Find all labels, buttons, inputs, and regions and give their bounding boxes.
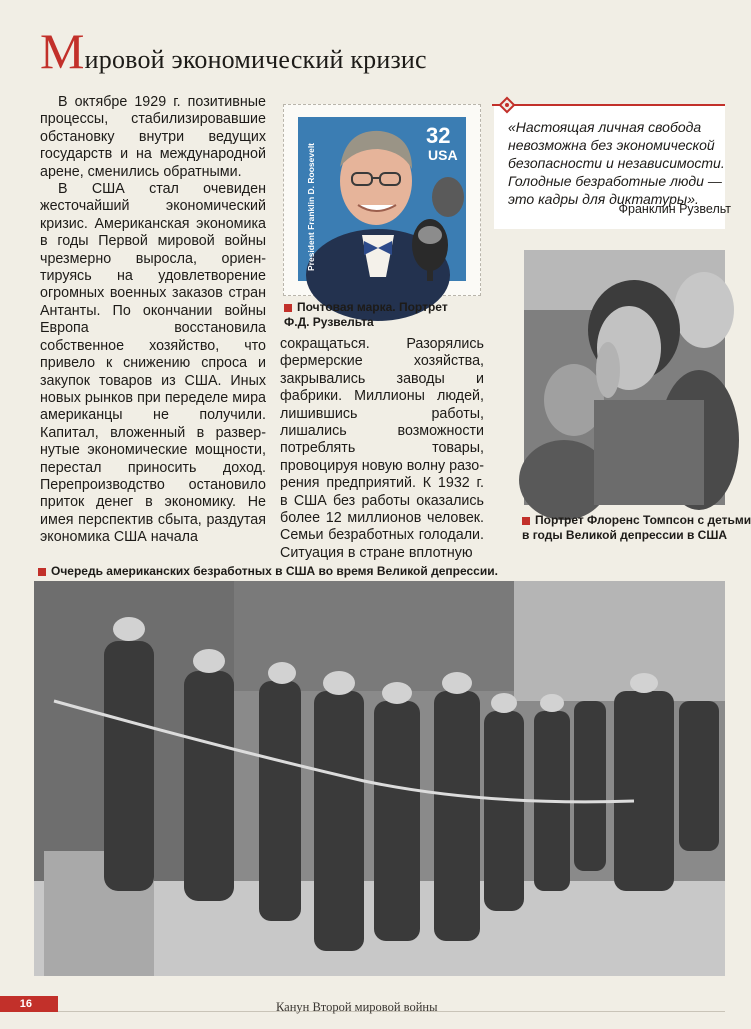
title-rest: ировой экономический кризис: [84, 45, 427, 74]
stamp-caption-line1: Почтовая марка. Портрет: [297, 300, 448, 314]
lange-caption-line2: в годы Великой депрессии в США: [522, 528, 728, 542]
title-initial: М: [40, 23, 85, 79]
quote-ornament-icon: [492, 98, 522, 112]
roosevelt-stamp: [283, 104, 481, 296]
page-title: [40, 23, 427, 79]
quote-text: «Настоящая личная свобода невозможна без экономической безопасности и независимости. Голодные безработные люди — это кадры для диктатуры».: [508, 119, 725, 207]
stamp-value: 32: [426, 123, 451, 148]
stamp-side-text: President Franklin D. Roosevelt: [306, 142, 316, 271]
quote-author: Франклин Рузвельт: [618, 202, 731, 216]
migrant-mother-photo: [524, 250, 725, 505]
stamp-caption: [284, 300, 484, 330]
stamp-country: USA: [428, 147, 458, 163]
queue-caption-text: Очередь американских безработных в США во время Великой депрессии.: [51, 564, 498, 578]
stamp-caption-line2: Ф.Д. Рузвельта: [284, 315, 374, 329]
queue-caption: [38, 564, 498, 579]
caption-square-icon: [284, 304, 292, 312]
column-2-text: сокращаться. Разорялись фермерские хозяйства, закрывались заводы и фабрики. Миллионы людей, лишившись работы, лишались возможности потреблять товары, провоцируя новую волну разорения предприятий. К 1932 г. в США без работы оказались более 12 миллионов человек. Семьи безработных голодали. Ситуация в стране вплотную: [280, 336, 484, 561]
lange-caption-line1: Портрет Флоренс Томпсон с детьми: [535, 513, 751, 527]
stamp-image: [298, 117, 466, 281]
paragraph-2: В США стал очевиден жесточайший экономический кризис. Американская экономика в годы Первой мировой войны чрезмерно выросла, ориентируясь на удовлетворение огромных военных заказов стран Антанты. По окончании войны Европа восстановила собственное хозяйство, что привело к снижению спроса и закупок товаров из США. Иных новых рынков при переделе мира американцы не получили. Капитал, вложенный в развернутые экономические мощности, перестал приносить доход. Перепроизводство остановило приток денег в экономику. Не имея перспектив сбыта, раздутая экономика США начала: [40, 181, 266, 546]
unemployed-queue-photo: [34, 581, 725, 976]
caption-square-icon: [38, 568, 46, 576]
article-column-2: [280, 336, 484, 562]
footer-title: Канун Второй мировой войны: [276, 1000, 438, 1014]
article-column-1: [40, 94, 266, 547]
caption-square-icon: [522, 517, 530, 525]
paragraph-1: В октябре 1929 г. позитивные процессы, стабилизировавшие обстановку внутри ведущих государств и на международной арене, сменились обратными.: [40, 94, 266, 180]
lange-caption: [522, 513, 751, 543]
quote-box: [494, 104, 731, 229]
page-number: 16: [0, 996, 58, 1012]
